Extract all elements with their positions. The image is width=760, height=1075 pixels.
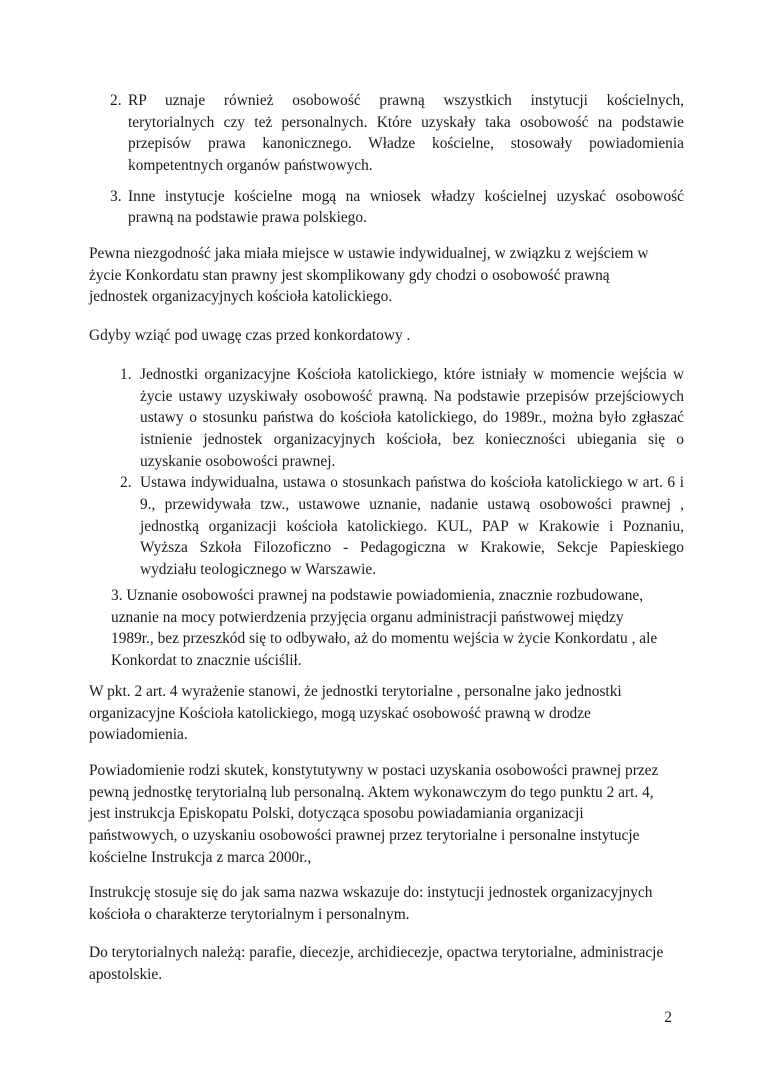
text-line: Wyższa Szkoła Filozoficzno - Pedagogiczna w Krakowie, Sekcje Papieskiego	[140, 539, 684, 557]
list-item-number: 2.	[110, 92, 122, 109]
text-line: przepisów prawa kanonicznego. Władze kościelne, stosowały powiadomienia	[128, 135, 684, 153]
list-item-text	[128, 90, 684, 177]
text-line: terytorialnych czy też personalnych. Które uzyskały taka osobowość na podstawie	[128, 113, 684, 131]
text-line: Powiadomienie rodzi skutek, konstytutywny w postaci uzyskania osobowości prawnej przez	[89, 762, 659, 779]
text-line: kompetentnych organów państwowych.	[128, 156, 373, 174]
paragraph-pkt2-art4	[89, 681, 684, 746]
text-line: uznanie na mocy potwierdzenia przyjęcia organu administracji państwowej między	[111, 608, 624, 626]
text-line: Jednostki organizacyjne Kościoła katolickiego, które istniały w momencie wejścia w	[140, 366, 684, 383]
list-item	[89, 472, 684, 580]
text-line: wydziału teologicznego w Warszawie.	[140, 560, 377, 578]
text-line: Instrukcję stosuje się do jak sama nazwa wskazuje do: instytucji jednostek organizacyjnych	[89, 884, 653, 901]
text-line: powiadomienia.	[89, 726, 188, 744]
paragraph-uznanie-powiadomienia	[111, 585, 684, 672]
list-item-text	[128, 186, 684, 229]
text-line: życie Konkordatu stan prawny jest skomplikowany gdy chodzi o osobowość prawną	[89, 266, 610, 284]
numbered-list-institutions	[89, 90, 684, 229]
text-line: 1989r., bez przeszkód się to odbywało, aż do momentu wejścia w życie Konkordatu , ale	[111, 630, 658, 648]
list-item-text	[140, 364, 684, 472]
text-line: istnienie jednostek organizacyjnych kościoła, bez konieczności ubiegania się o	[140, 430, 684, 448]
list-item-text	[140, 472, 684, 580]
text-line: prawną na podstawie prawa polskiego.	[128, 209, 367, 227]
text-line: kościoła o charakterze terytorialnym i personalnym.	[89, 905, 410, 923]
paragraph-niezgodnosc	[89, 243, 684, 308]
text-line: Konkordat to znacznie uściślił.	[111, 651, 302, 669]
text-line: państwowych, o uzyskaniu osobowości prawnej przez terytorialne i personalne instytucje	[89, 826, 640, 844]
text-line: jednostką organizacji kościoła katolickiego. KUL, PAP w Krakowie i Poznaniu,	[140, 517, 684, 535]
text-line: jest instrukcja Episkopatu Polski, dotycząca sposobu powiadamiania organizacji	[89, 805, 584, 823]
list-item-number: 2.	[120, 474, 132, 492]
paragraph-gdyby	[89, 325, 684, 347]
paragraph-instrukcja-zakres	[89, 882, 684, 925]
paragraph-powiadomienie-skutek	[89, 760, 684, 868]
text-line: Do terytorialnych należą: parafie, diecezje, archidiecezje, opactwa terytorialne, administracje	[89, 944, 664, 961]
text-line: W pkt. 2 art. 4 wyrażenie stanowi, że jednostki terytorialne , personalne jako jednostki	[89, 683, 622, 700]
text-line: 9., przewidywała tzw., ustawowe uznanie, nadanie ustawą osobowości prawnej ,	[140, 495, 684, 513]
text-line: uzyskanie osobowości prawnej.	[140, 452, 336, 470]
list-item-number: 1.	[120, 366, 132, 383]
list-item	[89, 186, 684, 229]
paragraph-jednostki-terytorialne	[89, 942, 684, 985]
text-line: Inne instytucje kościelne mogą na wniosek władzy kościelnej uzyskać osobowość	[128, 187, 684, 205]
text-line: ustawy o stosunku państwa do kościoła katolickiego, do 1989r., można było zgłaszać	[140, 409, 684, 427]
text-line: organizacyjne Kościoła katolickiego, mogą uzyskać osobowość prawną w drodze	[89, 704, 591, 722]
text-line: jednostek organizacyjnych kościoła katolickiego.	[89, 288, 393, 306]
text-line: Gdyby wziąć pod uwagę czas przed konkordatowy .	[89, 327, 411, 344]
text-line: RP uznaje również osobowość prawną wszystkich instytucji kościelnych,	[128, 92, 684, 109]
text-line: 3. Uznanie osobowości prawnej na podstawie powiadomienia, znacznie rozbudowane,	[111, 587, 644, 604]
text-line: kościelne Instrukcja z marca 2000r.,	[89, 848, 312, 866]
list-item	[89, 364, 684, 472]
text-line: Pewna niezgodność jaka miała miejsce w ustawie indywidualnej, w związku z wejściem w	[89, 245, 649, 262]
numbered-list-przedkonkordatowy	[89, 364, 684, 581]
text-line: apostolskie.	[89, 965, 163, 983]
text-line: życie ustawy uzyskiwały osobowość prawną. Na podstawie przepisów przejściowych	[140, 387, 684, 405]
list-item	[89, 90, 684, 177]
page-number: 2	[664, 1009, 672, 1026]
text-line: pewną jednostkę terytorialną lub personalną. Aktem wykonawczym do tego punktu 2 art. 4,	[89, 783, 654, 801]
list-item-number: 3.	[110, 187, 122, 205]
text-line: Ustawa indywidualna, ustawa o stosunkach państwa do kościoła katolickiego w art. 6 i	[140, 474, 684, 492]
